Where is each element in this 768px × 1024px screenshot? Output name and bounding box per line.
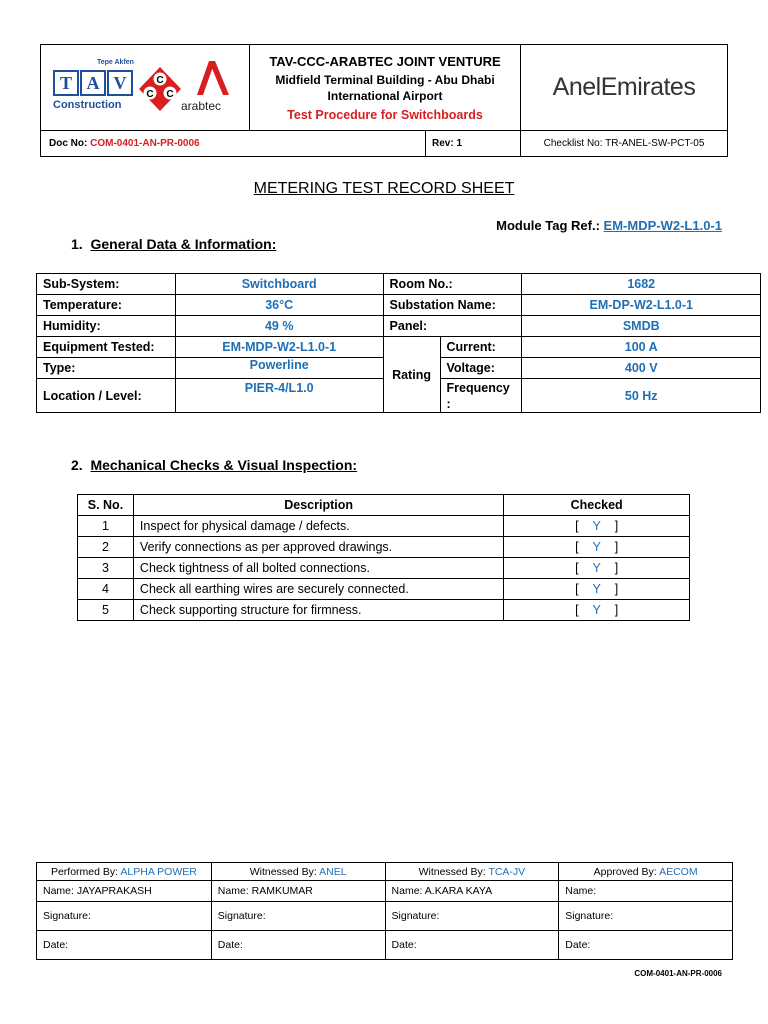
frequency-label-cell bbox=[440, 379, 522, 413]
humidity-value: 49 % bbox=[175, 316, 383, 337]
performed-by-org: ALPHA POWER bbox=[120, 865, 197, 878]
frequency-colon: : bbox=[446, 396, 451, 411]
witnessed-by-org-2: TCA-JV bbox=[488, 865, 526, 878]
checked-value: Y bbox=[592, 540, 601, 554]
panel-label: Panel: bbox=[383, 316, 522, 337]
voltage-label: Voltage: bbox=[440, 358, 522, 379]
signature-table bbox=[36, 862, 733, 960]
project-line-2: International Airport bbox=[327, 88, 443, 103]
temperature-label: Temperature: bbox=[37, 295, 176, 316]
table-row bbox=[78, 579, 690, 600]
logo-construction-text: Construction bbox=[53, 99, 122, 111]
section-1-title: General Data & Information: bbox=[90, 236, 277, 252]
module-tag-ref bbox=[496, 218, 722, 233]
doc-no-cell bbox=[41, 131, 426, 157]
module-tag-label: Module Tag Ref.: bbox=[496, 218, 600, 233]
page-title: METERING TEST RECORD SHEET bbox=[253, 180, 515, 197]
name-field: Name: bbox=[559, 881, 733, 902]
section-1-number: 1. bbox=[71, 236, 83, 252]
equipment-value: EM-MDP-W2-L1.0-1 bbox=[175, 337, 383, 358]
section-2-heading bbox=[71, 457, 357, 473]
witnessed-by-org-1: ANEL bbox=[319, 865, 347, 878]
procedure-title: Test Procedure for Switchboards bbox=[287, 107, 483, 122]
table-row bbox=[78, 600, 690, 621]
equipment-label: Equipment Tested: bbox=[37, 337, 176, 358]
footer-doc-no: COM-0401-AN-PR-0006 bbox=[634, 969, 722, 978]
date-field: Date: bbox=[211, 931, 385, 960]
section-2-number: 2. bbox=[71, 457, 83, 473]
rev-cell bbox=[426, 131, 521, 157]
panel-value: SMDB bbox=[522, 316, 761, 337]
row-description: Verify connections as per approved drawings. bbox=[133, 537, 503, 558]
type-label: Type: bbox=[37, 358, 176, 379]
signature-field: Signature: bbox=[211, 902, 385, 931]
doc-no-value: COM-0401-AN-PR-0006 bbox=[90, 138, 200, 149]
header-table bbox=[40, 44, 728, 157]
type-value: Powerline bbox=[175, 358, 383, 379]
section-2-title: Mechanical Checks & Visual Inspection: bbox=[90, 457, 358, 473]
table-row bbox=[78, 516, 690, 537]
tav-ccc-arabtec-logo bbox=[49, 59, 245, 119]
room-value: 1682 bbox=[522, 274, 761, 295]
row-description: Check tightness of all bolted connections. bbox=[133, 558, 503, 579]
col-header-sno: S. No. bbox=[78, 495, 134, 516]
module-tag-link[interactable]: EM-MDP-W2-L1.0-1 bbox=[603, 218, 722, 233]
checked-value: Y bbox=[592, 561, 601, 575]
witnessed-by-header-1: Witnessed By: ANEL bbox=[211, 863, 385, 881]
svg-text:C: C bbox=[146, 89, 154, 100]
checklist-cell bbox=[521, 131, 728, 157]
general-data-table bbox=[36, 273, 761, 413]
performed-by-header: Performed By: ALPHA POWER bbox=[37, 863, 212, 881]
approved-by-org: AECOM bbox=[659, 865, 698, 878]
row-description: Check supporting structure for firmness. bbox=[133, 600, 503, 621]
checked-value: Y bbox=[592, 519, 601, 533]
row-description: Check all earthing wires are securely connected. bbox=[133, 579, 503, 600]
substation-label: Substation Name: bbox=[383, 295, 522, 316]
arabtec-text: arabtec bbox=[181, 99, 222, 113]
tav-letters: T A V bbox=[53, 70, 134, 96]
rev-text: Rev: 1 bbox=[432, 138, 463, 149]
row-checked: [ Y ] bbox=[504, 600, 690, 621]
signature-field: Signature: bbox=[385, 902, 559, 931]
checked-value: Y bbox=[592, 603, 601, 617]
current-label: Current: bbox=[440, 337, 522, 358]
col-header-checked: Checked bbox=[504, 495, 690, 516]
row-number: 2 bbox=[78, 537, 134, 558]
frequency-label: Frequency bbox=[446, 380, 510, 395]
row-number: 1 bbox=[78, 516, 134, 537]
date-field: Date: bbox=[37, 931, 212, 960]
row-checked: [ Y ] bbox=[504, 537, 690, 558]
location-label: Location / Level: bbox=[37, 379, 176, 413]
substation-value: EM-DP-W2-L1.0-1 bbox=[522, 295, 761, 316]
signature-field: Signature: bbox=[559, 902, 733, 931]
project-line-1: Midfield Terminal Building - Abu Dhabi bbox=[275, 72, 495, 87]
svg-text:C: C bbox=[166, 89, 174, 100]
logo-tag-text: Tepe Akfen bbox=[97, 59, 134, 66]
jv-title-cell bbox=[250, 45, 521, 131]
arabtec-mark-icon bbox=[193, 59, 233, 97]
checked-value: Y bbox=[592, 582, 601, 596]
row-checked: [ Y ] bbox=[504, 516, 690, 537]
table-row bbox=[78, 537, 690, 558]
room-label: Room No.: bbox=[383, 274, 522, 295]
sub-system-label: Sub-System: bbox=[37, 274, 176, 295]
svg-text:C: C bbox=[156, 75, 164, 86]
row-number: 4 bbox=[78, 579, 134, 600]
voltage-value: 400 V bbox=[522, 358, 761, 379]
table-row bbox=[78, 558, 690, 579]
row-description: Inspect for physical damage / defects. bbox=[133, 516, 503, 537]
location-value: PIER-4/L1.0 bbox=[175, 379, 383, 413]
approved-by-header: Approved By: AECOM bbox=[559, 863, 733, 881]
current-value: 100 A bbox=[522, 337, 761, 358]
row-number: 3 bbox=[78, 558, 134, 579]
checklist-text: Checklist No: TR-ANEL-SW-PCT-05 bbox=[543, 138, 705, 149]
frequency-value: 50 Hz bbox=[522, 379, 761, 413]
sub-system-value: Switchboard bbox=[175, 274, 383, 295]
humidity-label: Humidity: bbox=[37, 316, 176, 337]
name-field: Name: JAYAPRAKASH bbox=[37, 881, 212, 902]
logo-left-cell bbox=[41, 45, 250, 131]
name-field: Name: RAMKUMAR bbox=[211, 881, 385, 902]
row-checked: [ Y ] bbox=[504, 558, 690, 579]
doc-no-label: Doc No: bbox=[49, 138, 88, 149]
col-header-description: Description bbox=[133, 495, 503, 516]
row-checked: [ Y ] bbox=[504, 579, 690, 600]
section-1-heading bbox=[71, 236, 276, 252]
name-field: Name: A.KARA KAYA bbox=[385, 881, 559, 902]
date-field: Date: bbox=[385, 931, 559, 960]
witnessed-by-header-2: Witnessed By: TCA-JV bbox=[385, 863, 559, 881]
signature-field: Signature: bbox=[37, 902, 212, 931]
rating-label: Rating bbox=[383, 337, 440, 413]
mechanical-checks-table bbox=[77, 494, 690, 621]
date-field: Date: bbox=[559, 931, 733, 960]
ccc-diamond-icon bbox=[137, 65, 183, 113]
row-number: 5 bbox=[78, 600, 134, 621]
anel-emirates-logo: AnelEmirates bbox=[552, 73, 696, 101]
logo-right-cell bbox=[521, 45, 728, 131]
jv-name: TAV-CCC-ARABTEC JOINT VENTURE bbox=[269, 53, 501, 69]
temperature-value: 36°C bbox=[175, 295, 383, 316]
